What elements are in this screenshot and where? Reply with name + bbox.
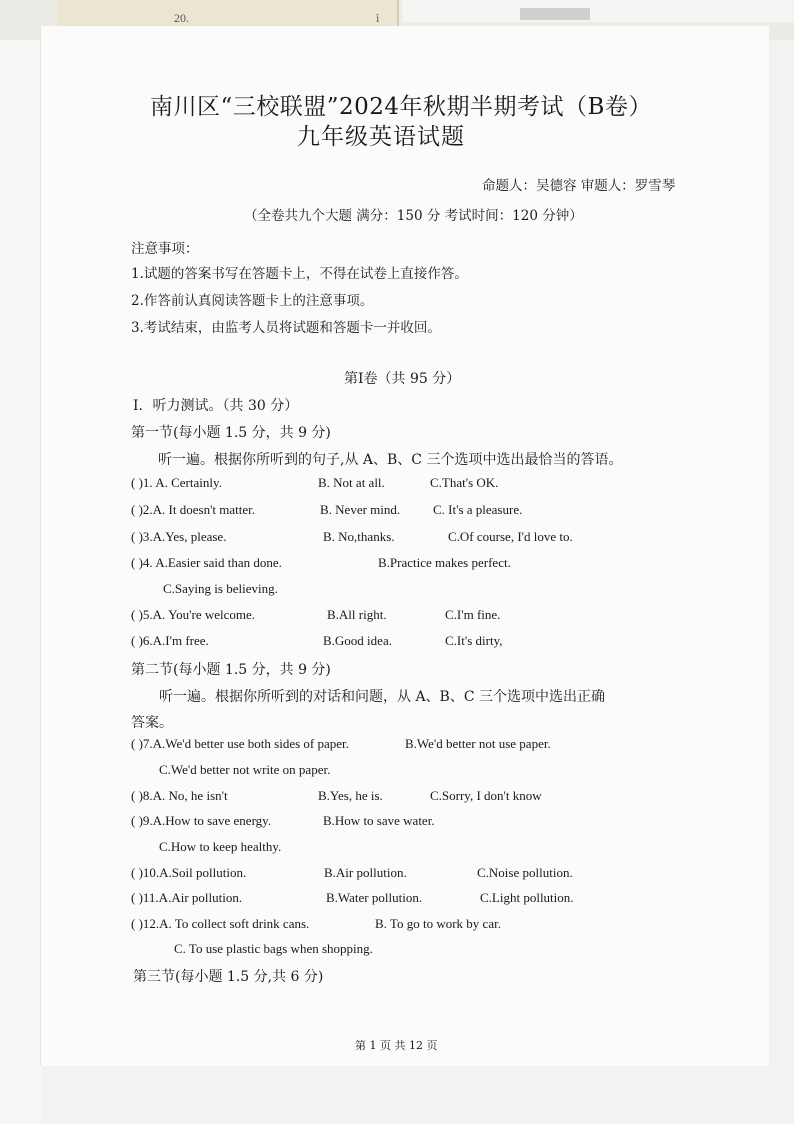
- notice-heading: 注意事项：: [131, 241, 199, 257]
- section-instruction: 听一遍。根据你所听到的对话和问题，从 A、B、C 三个选项中选出正确: [159, 689, 606, 705]
- question-stem: ( )2.A. It doesn't matter.: [131, 502, 256, 517]
- option-b: B.Air pollution.: [324, 865, 407, 880]
- option-b: B.Yes, he is.: [318, 788, 383, 803]
- option-c: C. To use plastic bags when shopping.: [174, 941, 373, 956]
- option-b: B.How to save water.: [323, 813, 435, 828]
- option-c: C.Light pollution.: [480, 890, 574, 905]
- question-stem: ( )5.A. You're welcome.: [131, 607, 256, 622]
- option-c: C.Of course, I'd love to.: [448, 529, 573, 544]
- question-stem: ( )10.A.Soil pollution.: [131, 865, 247, 880]
- option-b: B.Water pollution.: [326, 890, 423, 905]
- option-c: C.Saying is believing.: [163, 581, 278, 596]
- question-stem: ( )1. A. Certainly.: [131, 475, 222, 490]
- option-c: C.How to keep healthy.: [159, 839, 282, 854]
- option-c: C.I'm fine.: [445, 607, 501, 622]
- option-c: C.Sorry, I don't know: [430, 788, 542, 803]
- page-footer: 第 1 页 共 12 页: [355, 1039, 438, 1052]
- option-c: C.It's dirty,: [445, 633, 503, 648]
- question-stem: ( )3.A.Yes, please.: [131, 529, 227, 544]
- question-stem: ( )6.A.I'm free.: [131, 633, 209, 648]
- svg-text:ì: ì: [376, 11, 380, 25]
- exam-title: 南川区“三校联盟”2024年秋期半期考试（B卷）: [150, 94, 652, 120]
- question-stem: ( )9.A.How to save energy.: [131, 813, 272, 828]
- exam-info: （全卷共九个大题 满分：150 分 考试时间：120 分钟）: [244, 208, 583, 224]
- section-instruction: 答案。: [131, 715, 173, 731]
- option-b: B.Practice makes perfect.: [378, 555, 511, 570]
- option-c: C.Noise pollution.: [477, 865, 573, 880]
- svg-text:20.: 20.: [174, 11, 189, 25]
- part-title: Ⅰ．听力测试。（共 30 分）: [133, 398, 299, 414]
- option-c: C.That's OK.: [430, 475, 499, 490]
- option-b: B. Not at all.: [318, 475, 385, 490]
- option-b: B.All right.: [327, 607, 387, 622]
- question-stem: ( )12.A. To collect soft drink cans.: [131, 916, 310, 931]
- option-c: C.We'd better not write on paper.: [159, 762, 331, 777]
- question-stem: ( )7.A.We'd better use both sides of paper.: [131, 736, 349, 751]
- section-title: 第三节(每小题 1.5 分,共 6 分): [133, 969, 324, 985]
- option-b: B.Good idea.: [323, 633, 392, 648]
- question-stem: ( )11.A.Air pollution.: [131, 890, 243, 905]
- option-b: B.We'd better not use paper.: [405, 736, 551, 751]
- option-b: B. Never mind.: [320, 502, 401, 517]
- scan-left-margin: [0, 40, 42, 1124]
- notice-item: 1.试题的答案书写在答题卡上，不得在试卷上直接作答。: [131, 266, 468, 282]
- option-b: B. No,thanks.: [323, 529, 395, 544]
- section-instruction: 听一遍。根据你所听到的句子,从 A、B、C 三个选项中选出最恰当的答语。: [158, 452, 623, 468]
- notice-item: 2.作答前认真阅读答题卡上的注意事项。: [131, 293, 374, 309]
- exam-subtitle: 九年级英语试题: [297, 124, 465, 150]
- authors-line: 命题人：吴德容 审题人：罗雪琴: [482, 178, 676, 194]
- section-title: 第二节(每小题 1.5 分，共 9 分): [131, 662, 331, 678]
- notice-item: 3.考试结束，由监考人员将试题和答题卡一并收回。: [131, 320, 441, 336]
- option-c: C. It's a pleasure.: [433, 502, 523, 517]
- section-title: 第一节(每小题 1.5 分，共 9 分): [131, 425, 331, 441]
- option-b: B. To go to work by car.: [375, 916, 501, 931]
- question-stem: ( )8.A. No, he isn't: [131, 788, 228, 803]
- question-stem: ( )4. A.Easier said than done.: [131, 555, 282, 570]
- volume-title: 第Ⅰ卷（共 95 分）: [344, 371, 461, 387]
